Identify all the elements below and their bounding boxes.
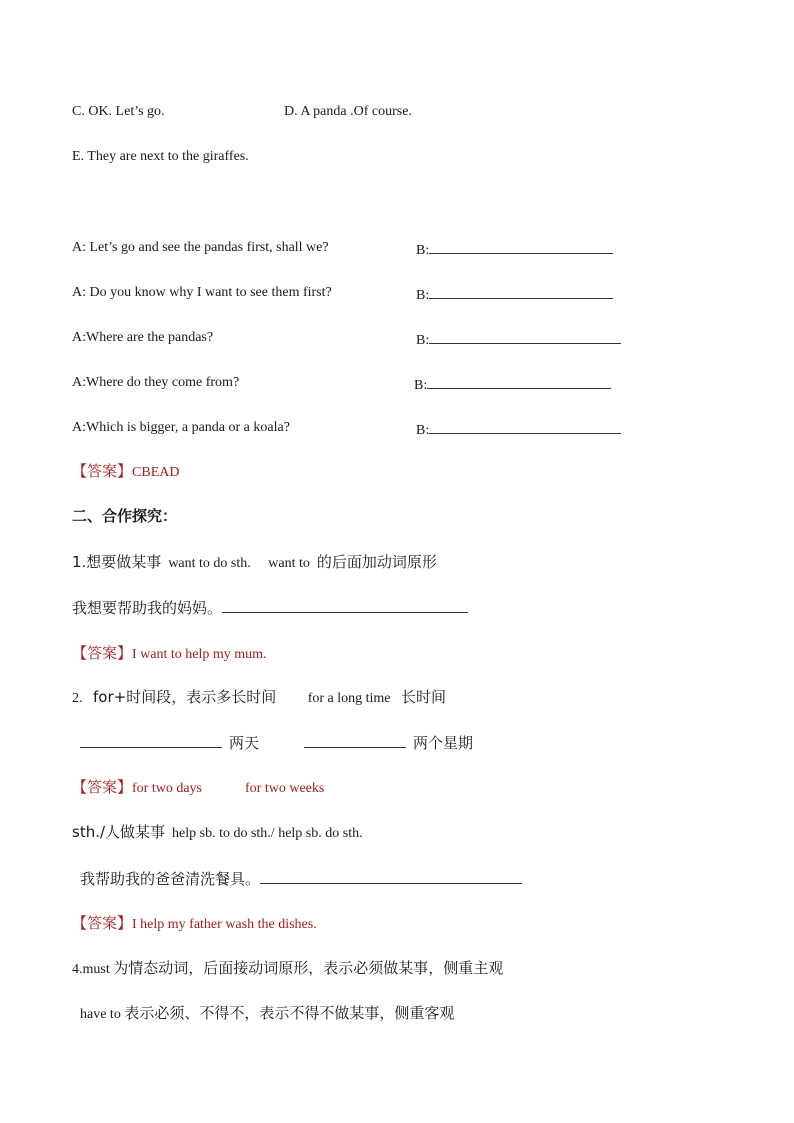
answer-label: 【答案】 bbox=[72, 644, 133, 662]
dialog-a-2: A: Do you know why I want to see them first? bbox=[72, 285, 332, 300]
option-d: D. A panda .Of course. bbox=[284, 104, 412, 119]
dialog-b-2 bbox=[416, 284, 613, 305]
item2-title bbox=[72, 688, 446, 708]
item1-title bbox=[72, 553, 437, 573]
item1-question bbox=[72, 598, 468, 619]
item2-blank2-label: 两个星期 bbox=[413, 734, 474, 752]
answer-text: I help my father wash the dishes. bbox=[132, 917, 317, 932]
answer-blank[interactable] bbox=[260, 869, 522, 884]
item2-blank1-label: 两天 bbox=[229, 734, 260, 752]
dialog-a-5: A:Which is bigger, a panda or a koala? bbox=[72, 420, 290, 435]
dialog-b-label: B: bbox=[416, 333, 430, 348]
answer-label: 【答案】 bbox=[72, 778, 133, 796]
option-e: E. They are next to the giraffes. bbox=[72, 149, 249, 164]
answer-blank[interactable] bbox=[222, 598, 468, 613]
dialog-b-label: B: bbox=[416, 243, 430, 258]
item3-title bbox=[72, 823, 363, 843]
answer-blank[interactable] bbox=[427, 374, 611, 389]
answer-text: I want to help my mum. bbox=[132, 647, 267, 662]
answer-label: 【答案】 bbox=[72, 462, 133, 480]
item2-blanks bbox=[80, 733, 473, 754]
item3-question-text: 我帮助我的爸爸清洗餐具。 bbox=[80, 870, 261, 888]
dialog-b-5 bbox=[416, 419, 621, 440]
dialog-b-4 bbox=[414, 374, 611, 395]
item2-en: for a long time bbox=[307, 691, 391, 706]
answer-blank[interactable] bbox=[304, 733, 406, 748]
answer-1 bbox=[72, 462, 179, 482]
item4-line2 bbox=[80, 1004, 454, 1024]
dialog-a-1: A: Let’s go and see the pandas first, shall we? bbox=[72, 240, 329, 255]
answer-blank[interactable] bbox=[429, 419, 621, 434]
item2-cn: 长时间 bbox=[401, 688, 447, 706]
answer-blank[interactable] bbox=[429, 329, 621, 344]
item1-question-text: 我想要帮助我的妈妈。 bbox=[72, 599, 223, 617]
dialog-b-1 bbox=[416, 239, 613, 260]
item3-answer bbox=[72, 914, 317, 934]
item3-question bbox=[80, 869, 522, 890]
dialog-a-4: A:Where do they come from? bbox=[72, 375, 240, 390]
dialog-a-3: A:Where are the pandas? bbox=[72, 330, 214, 345]
item4-cn2: 表示必须、不得不，表示不得不做某事，侧重客观 bbox=[124, 1004, 455, 1022]
answer-blank[interactable] bbox=[429, 239, 613, 254]
item4-line1 bbox=[72, 959, 503, 979]
answer-blank[interactable] bbox=[429, 284, 613, 299]
item1-num: 1.想要做某事 bbox=[72, 553, 162, 571]
answer-text: CBEAD bbox=[132, 465, 180, 480]
item4-en: 4.must bbox=[72, 962, 110, 977]
item2-answer bbox=[72, 778, 324, 798]
option-c: C. OK. Let’s go. bbox=[72, 104, 165, 119]
item1-cn: 的后面加动词原形 bbox=[316, 553, 437, 571]
section-title: 二、合作探究： bbox=[72, 507, 178, 525]
item4-en2: have to bbox=[80, 1007, 121, 1022]
item1-en2: want to bbox=[268, 556, 310, 571]
item1-en: want to do sth. bbox=[168, 556, 251, 571]
dialog-b-label: B: bbox=[416, 288, 430, 303]
item2-rule: for+时间段，表示多长时间 bbox=[93, 688, 277, 706]
item4-cn: 为情态动词，后面接动词原形，表示必须做某事，侧重主观 bbox=[113, 959, 504, 977]
item2-num: 2. bbox=[72, 691, 83, 706]
item3-en: help sb. to do sth./ help sb. do sth. bbox=[172, 826, 363, 841]
item1-answer bbox=[72, 644, 267, 664]
answer-blank[interactable] bbox=[80, 733, 222, 748]
answer-text-2: for two weeks bbox=[245, 781, 325, 796]
item3-rule: sth./人做某事 bbox=[72, 823, 166, 841]
dialog-b-label: B: bbox=[414, 378, 428, 393]
answer-label: 【答案】 bbox=[72, 914, 133, 932]
dialog-b-label: B: bbox=[416, 423, 430, 438]
answer-text: for two days bbox=[132, 781, 203, 796]
dialog-b-3 bbox=[416, 329, 621, 350]
